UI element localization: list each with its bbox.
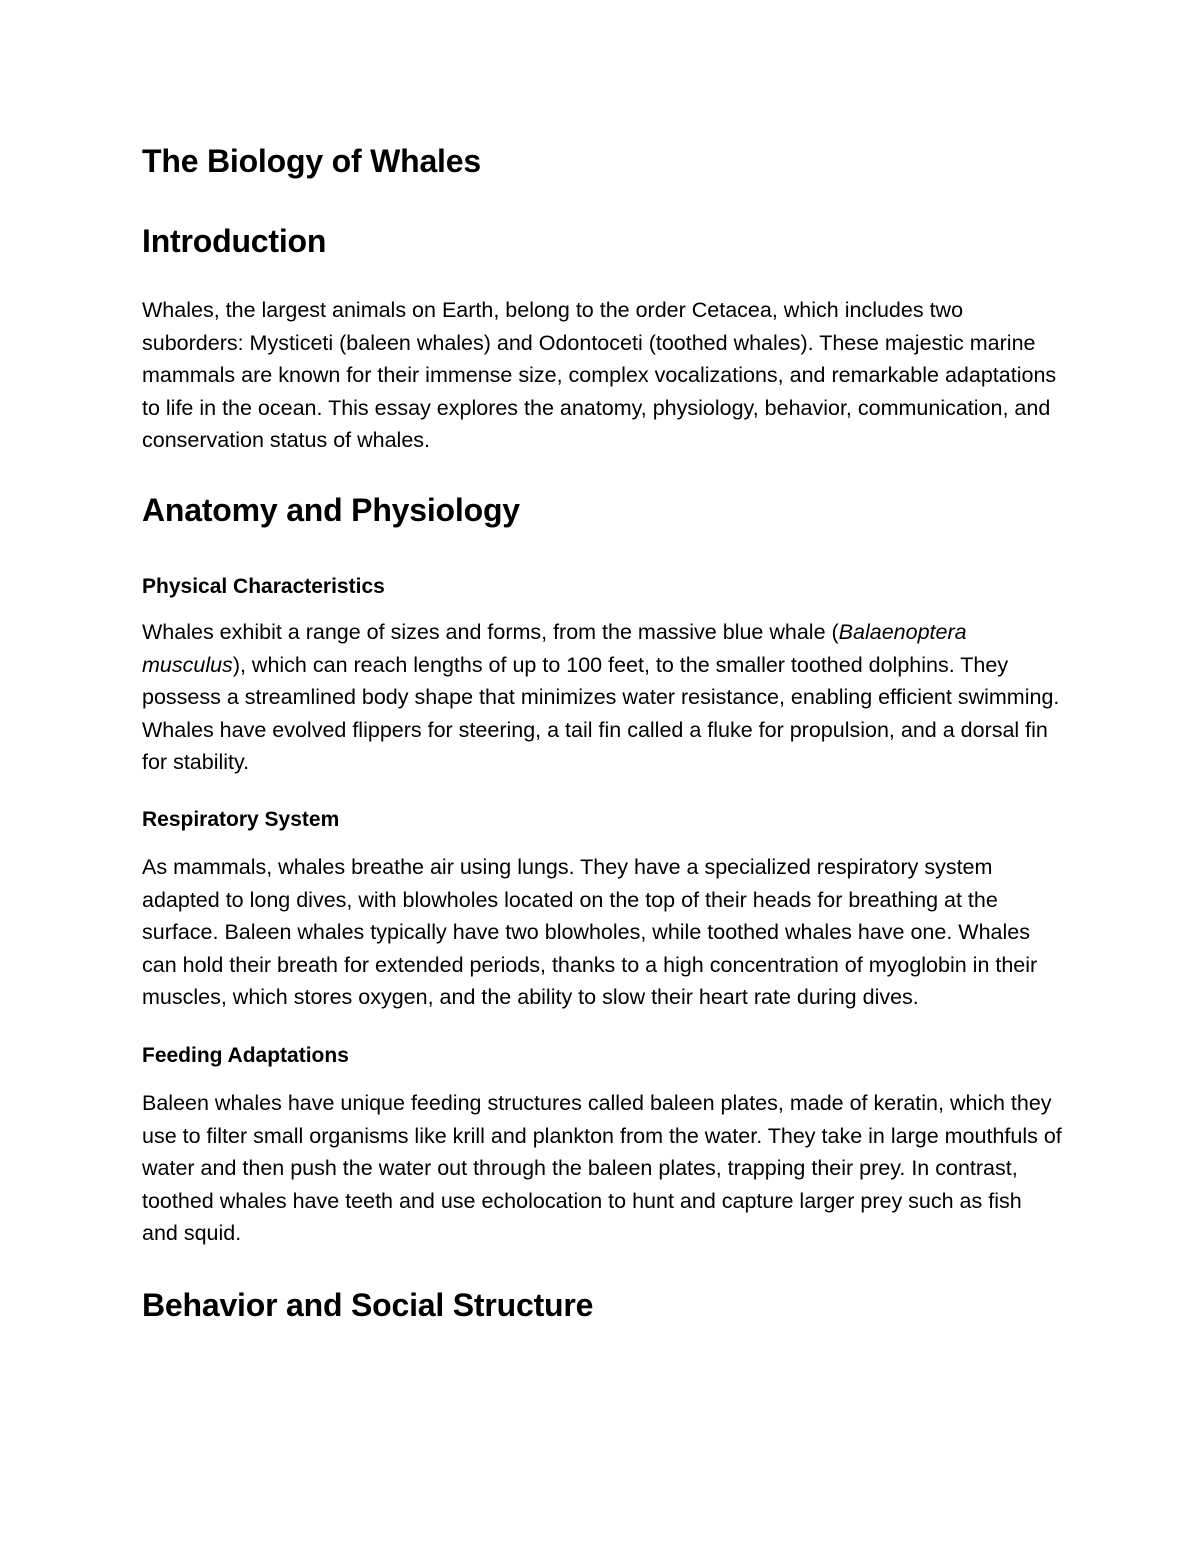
species-name-italic: Balaenoptera musculus <box>142 619 967 677</box>
section-heading-anatomy-physiology: Anatomy and Physiology <box>142 491 520 528</box>
subheading-respiratory-system: Respiratory System <box>142 807 340 831</box>
feeding-adaptations-paragraph: Baleen whales have unique feeding structures called baleen plates, made of keratin, which they use to filter small organisms like krill and plankton from the water. They take in large mouthfuls of water and then push the water out through the baleen plates, trapping their prey. In contrast, toothed whales have teeth and use echolocation to hunt and capture larger prey such as fish and squid. <box>142 1090 1062 1246</box>
physical-text-before: Whales exhibit a range of sizes and forms, from the massive blue whale ( <box>142 619 839 644</box>
physical-characteristics-paragraph <box>142 616 1062 779</box>
subheading-feeding-adaptations: Feeding Adaptations <box>142 1043 349 1067</box>
section-heading-behavior-social-structure: Behavior and Social Structure <box>142 1286 594 1323</box>
section-heading-introduction: Introduction <box>142 223 327 259</box>
physical-text-after: ), which can reach lengths of up to 100 feet, to the smaller toothed dolphins. They possess a streamlined body shape that minimizes water resistance, enabling efficient swimming. Whales have evolved flippers for steering, a tail fin called a fluke for propulsion, and a dorsal fin for stability. <box>142 652 1060 775</box>
subheading-physical-characteristics: Physical Characteristics <box>142 574 385 598</box>
document-title: The Biology of Whales <box>142 143 481 179</box>
document-content <box>142 138 1062 1328</box>
respiratory-system-paragraph: As mammals, whales breathe air using lungs. They have a specialized respiratory system adapted to long dives, with blowholes located on the top of their heads for breathing at the surface. Baleen whales typically have two blowholes, while toothed whales have one. Whales can hold their breath for extended periods, thanks to a high concentration of myoglobin in their muscles, which stores oxygen, and the ability to slow their heart rate during dives. <box>142 854 1038 1010</box>
introduction-paragraph: Whales, the largest animals on Earth, belong to the order Cetacea, which includes two suborders: Mysticeti (baleen whales) and Odontoceti (toothed whales). These majestic marine mammals are known for their immense size, complex vocalizations, and remarkable adaptations to life in the ocean. This essay explores the anatomy, physiology, behavior, communication, and conservation status of whales. <box>142 298 1057 453</box>
